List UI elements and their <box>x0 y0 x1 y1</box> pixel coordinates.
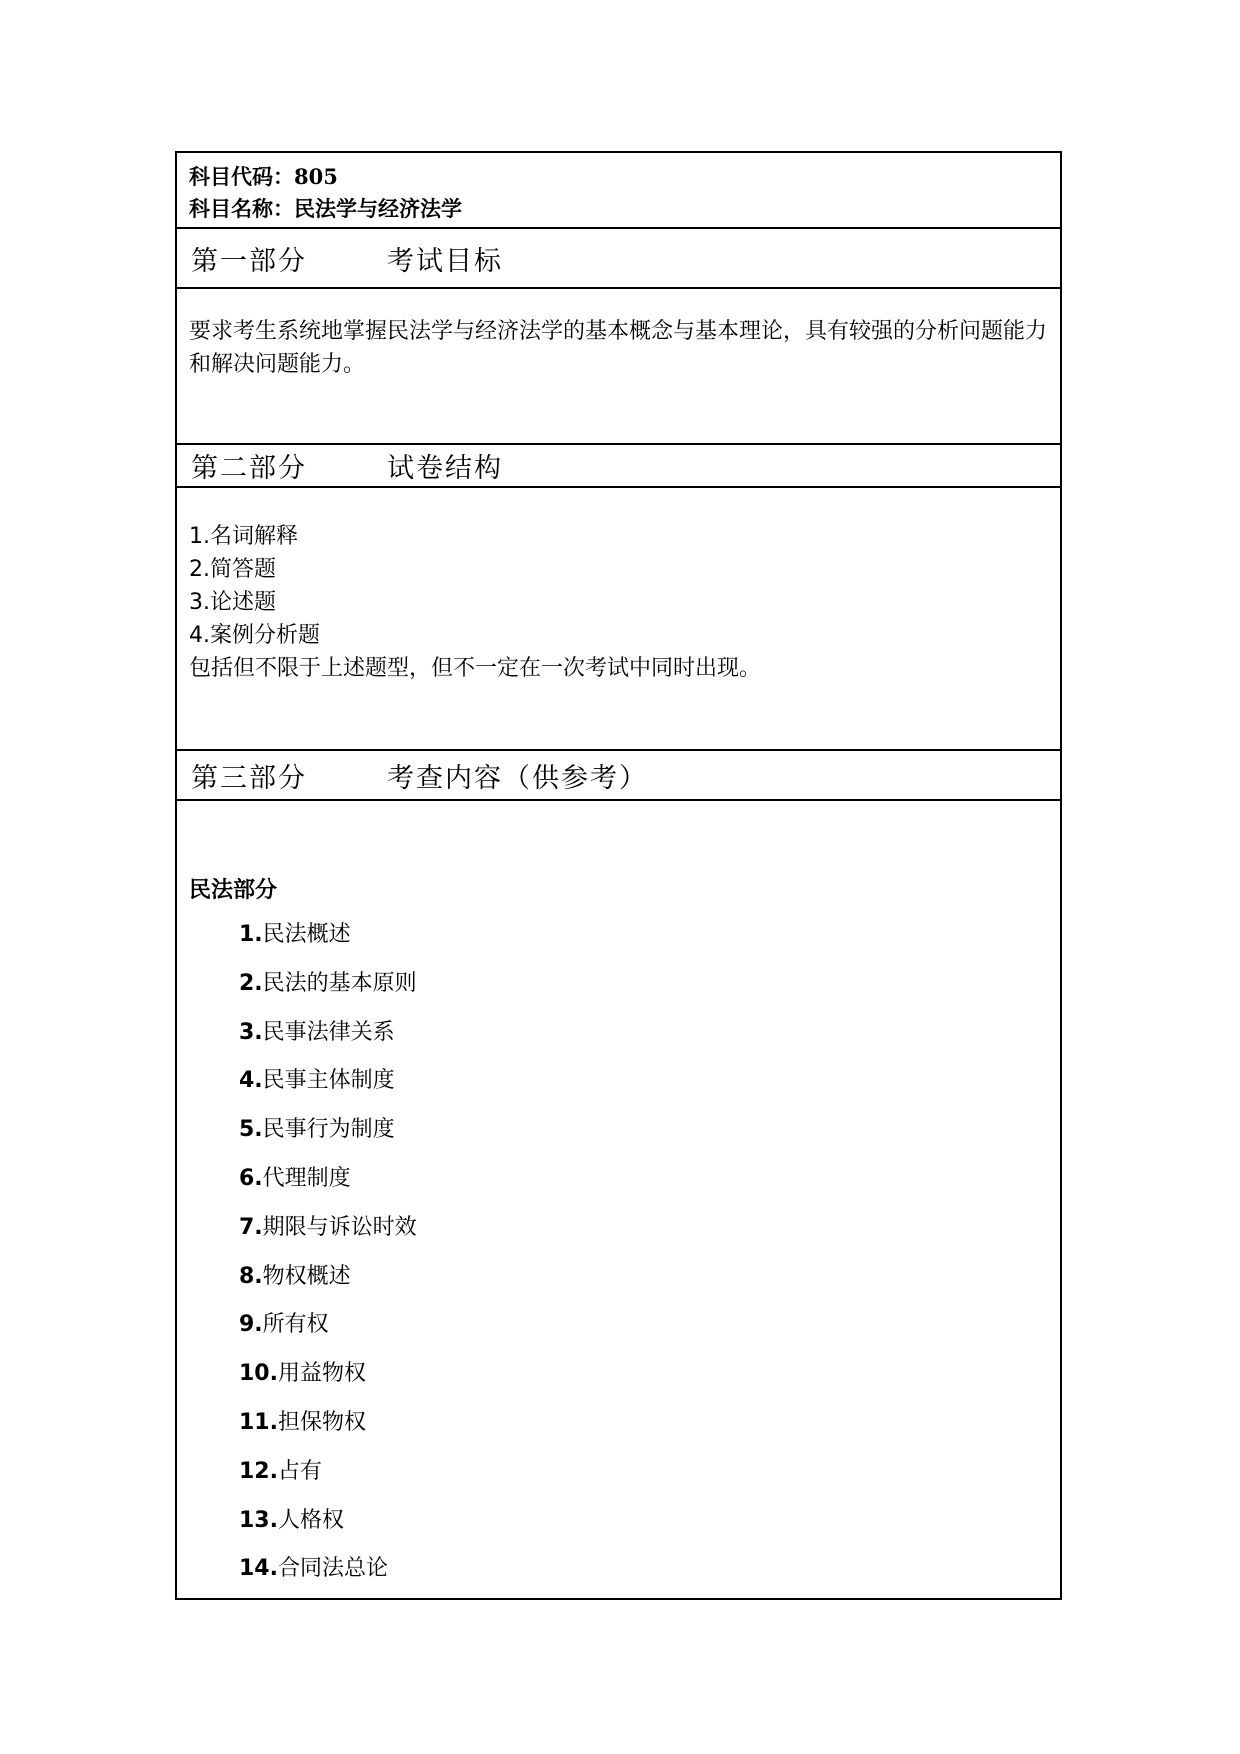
section-1-body <box>177 287 1060 443</box>
topic-item: 14.合同法总论 <box>239 1556 388 1582</box>
topic-item: 8.物权概述 <box>239 1263 351 1289</box>
topic-item: 3.民事法律关系 <box>239 1019 395 1045</box>
question-type-item: 2.简答题 <box>189 557 276 582</box>
question-type-item: 1.名词解释 <box>189 524 298 549</box>
section-2-heading <box>177 443 1060 486</box>
section-1-part: 第一部分 <box>191 245 307 277</box>
question-type-item: 4.案例分析题 <box>189 623 320 648</box>
topic-item: 11.担保物权 <box>239 1409 366 1435</box>
exam-objective-text: 要求考生系统地掌握民法学与经济法学的基本概念与基本理论，具有较强的分析问题能力和解决问题能力。 <box>189 319 1048 377</box>
civil-law-subheading: 民法部分 <box>189 878 278 903</box>
section-3-part: 第三部分 <box>191 762 307 794</box>
topic-item: 4.民事主体制度 <box>239 1068 395 1094</box>
subject-name-label: 科目名称： <box>189 196 294 221</box>
section-2-part: 第二部分 <box>191 453 307 484</box>
topic-item: 2.民法的基本原则 <box>239 970 417 996</box>
question-type-item: 3.论述题 <box>189 590 276 615</box>
subject-code <box>189 161 1048 193</box>
subject-info <box>177 153 1060 228</box>
topic-list <box>239 919 417 1602</box>
section-3-heading <box>177 749 1060 799</box>
topic-item: 9.所有权 <box>239 1312 329 1338</box>
question-type-note: 包括但不限于上述题型，但不一定在一次考试中同时出现。 <box>189 656 762 681</box>
subject-code-value: 805 <box>294 164 338 189</box>
syllabus-table <box>175 151 1062 1600</box>
topic-item: 1.民法概述 <box>239 922 351 947</box>
topic-item: 10.用益物权 <box>239 1361 366 1387</box>
topic-item: 12.占有 <box>239 1458 322 1484</box>
question-types <box>177 488 1060 685</box>
topic-item: 6.代理制度 <box>239 1165 351 1191</box>
section-2-title: 试卷结构 <box>387 453 503 484</box>
section-1-title: 考试目标 <box>387 245 503 277</box>
topic-item: 5.民事行为制度 <box>239 1117 395 1143</box>
subject-name <box>189 193 1048 225</box>
section-2-body <box>177 486 1060 749</box>
topic-item: 13.人格权 <box>239 1507 344 1533</box>
section-3-body <box>177 799 1060 1598</box>
topic-item: 7.期限与诉讼时效 <box>239 1214 417 1240</box>
section-3-title: 考查内容（供参考） <box>387 762 648 794</box>
section-1-heading <box>177 227 1060 287</box>
subject-code-label: 科目代码： <box>189 164 294 189</box>
subject-name-value: 民法学与经济法学 <box>294 196 462 221</box>
